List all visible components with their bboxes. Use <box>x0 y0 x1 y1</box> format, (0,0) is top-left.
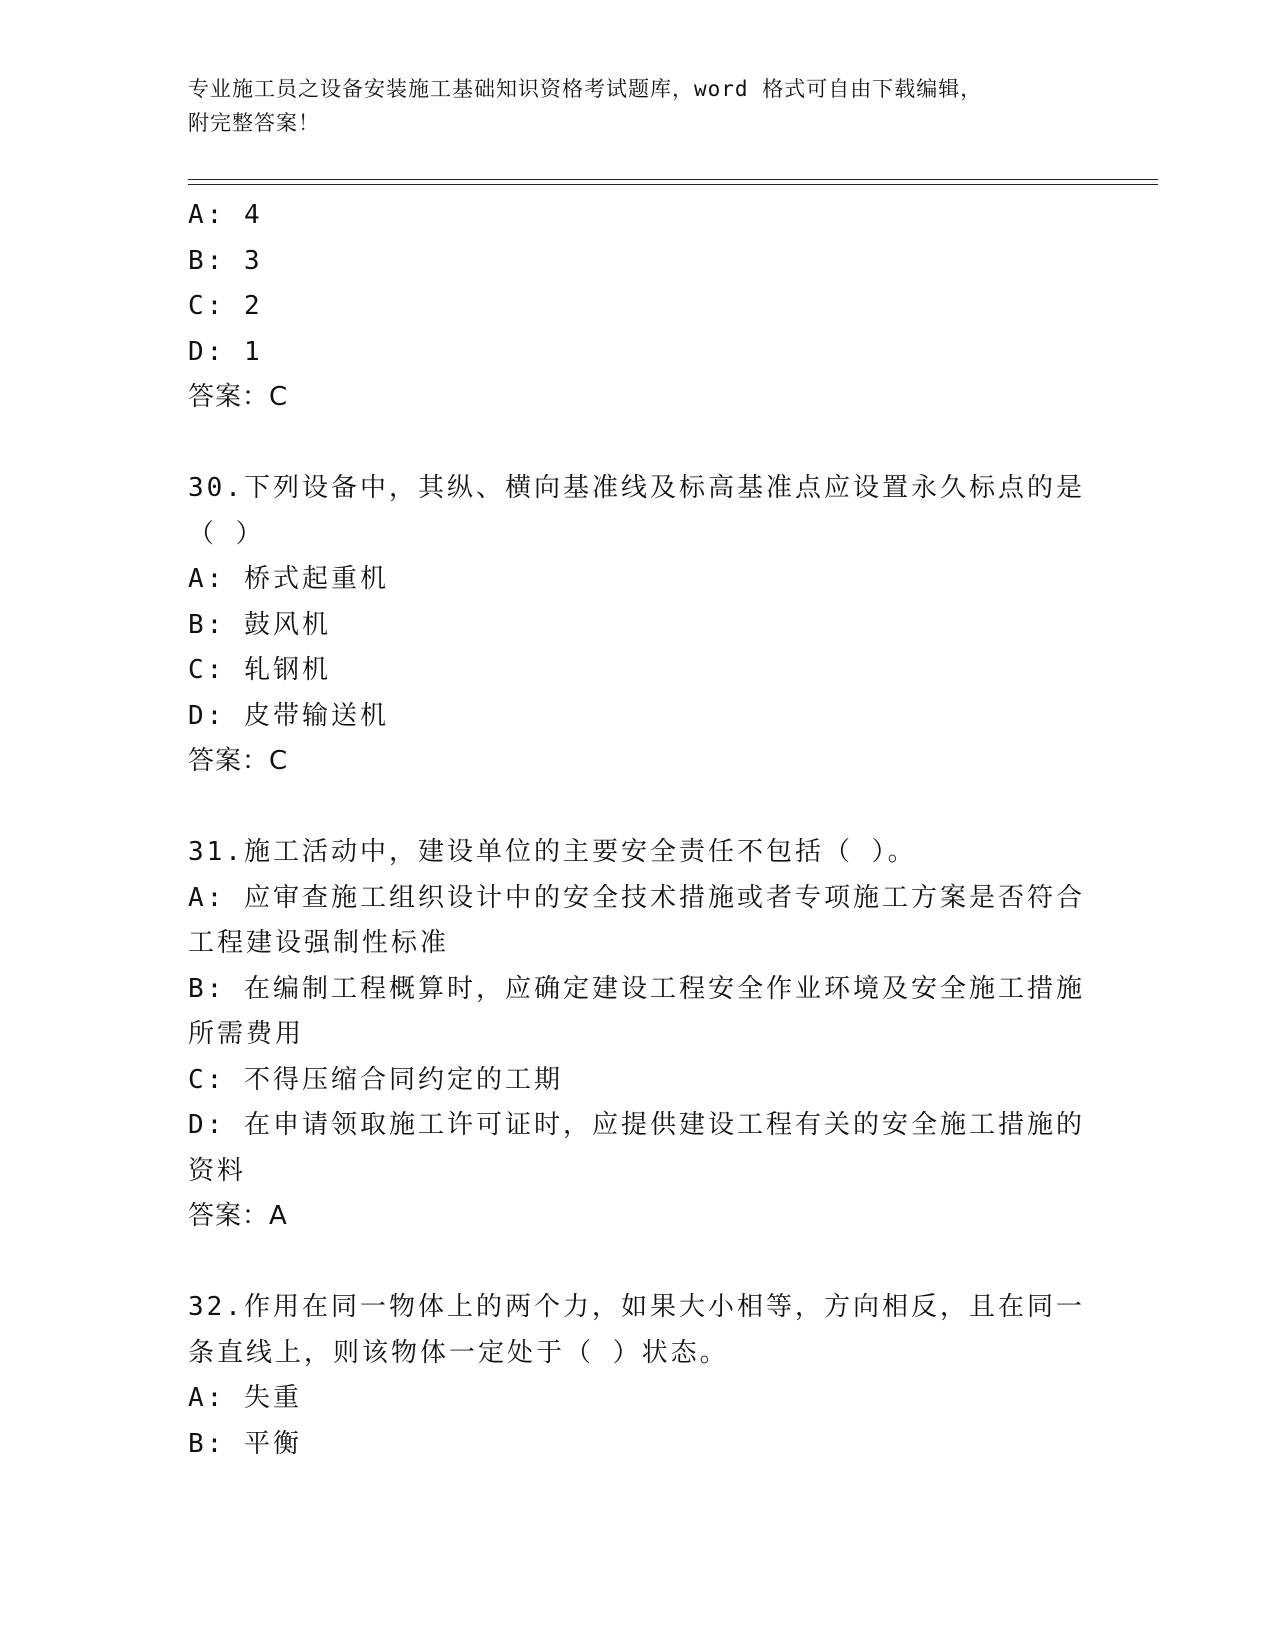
option-d: D: 皮带输送机 <box>188 700 389 731</box>
question-stem: 32.作用在同一物体上的两个力，如果大小相等，方向相反，且在同一 <box>188 1292 1085 1322</box>
header-divider-bottom <box>188 184 1158 185</box>
answer-label: 答案：C <box>188 382 289 412</box>
option-b: B: 鼓风机 <box>188 609 331 640</box>
header-divider-top <box>188 179 1158 180</box>
question-32 <box>188 1285 1088 1467</box>
option-a: A: 桥式起重机 <box>188 564 389 594</box>
option-a: A: 失重 <box>188 1383 302 1413</box>
option-c: C: 2 <box>188 291 263 321</box>
option-a: A: 4 <box>188 200 263 230</box>
spacer <box>188 1240 1088 1286</box>
option-d: D: 在申请领取施工许可证时，应提供建设工程有关的安全施工措施的 <box>188 1110 1085 1140</box>
question-stem: 30.下列设备中，其纵、横向基准线及标高基准点应设置永久标点的是 <box>188 473 1085 503</box>
option-b: B: 3 <box>188 245 263 276</box>
header-line-1: 专业施工员之设备安装施工基础知识资格考试题库，word 格式可自由下载编辑， <box>188 77 983 101</box>
option-b: B: 平衡 <box>188 1428 302 1459</box>
question-stem-continued: 条直线上，则该物体一定处于（ ）状态。 <box>188 1337 729 1368</box>
document-header <box>188 72 1088 140</box>
question-stem: 31.施工活动中，建设单位的主要安全责任不包括（ ）。 <box>188 837 917 867</box>
question-31 <box>188 830 1088 1240</box>
option-a-continued: 工程建设强制性标准 <box>188 928 450 958</box>
spacer <box>188 421 1088 467</box>
option-c: C: 轧钢机 <box>188 655 331 685</box>
question-list <box>188 193 1088 1467</box>
answer-label: 答案：A <box>188 1201 288 1231</box>
question-29 <box>188 193 1088 421</box>
option-b: B: 在编制工程概算时，应确定建设工程安全作业环境及安全施工措施 <box>188 973 1085 1004</box>
option-a: A: 应审查施工组织设计中的安全技术措施或者专项施工方案是否符合 <box>188 882 1085 913</box>
header-line-2: 附完整答案！ <box>188 111 320 135</box>
question-stem-continued: （ ） <box>188 518 265 549</box>
answer-label: 答案：C <box>188 746 289 776</box>
question-30 <box>188 466 1088 785</box>
spacer <box>188 785 1088 831</box>
option-b-continued: 所需费用 <box>188 1019 305 1049</box>
option-d-continued: 资料 <box>188 1155 247 1186</box>
option-d: D: 1 <box>188 336 263 367</box>
option-c: C: 不得压缩合同约定的工期 <box>188 1064 563 1095</box>
